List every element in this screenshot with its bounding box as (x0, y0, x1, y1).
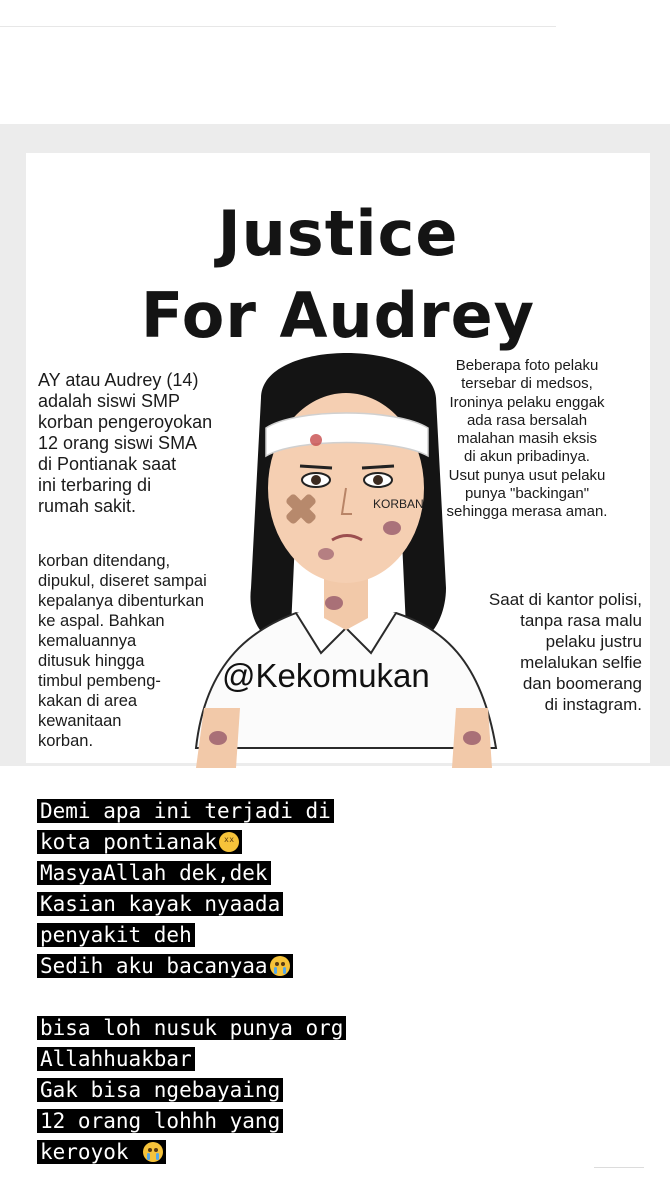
story-caption (37, 796, 346, 1168)
caption-line: keroyok (37, 1137, 346, 1168)
caption-line: penyakit deh (37, 920, 346, 951)
crying-face-emoji-icon (143, 1142, 163, 1162)
caption-line: Kasian kayak nyaada (37, 889, 346, 920)
caption-line: kota pontianakx x (37, 827, 346, 858)
girl-illustration (166, 328, 526, 768)
caption-line: Gak bisa ngebayaing (37, 1075, 346, 1106)
top-divider (0, 26, 556, 27)
caption-line: Demi apa ini terjadi di (37, 796, 346, 827)
caption-gap (37, 982, 346, 1013)
poster-title-line1: Justice (217, 197, 459, 270)
caption-line: Allahhuakbar (37, 1044, 346, 1075)
poster-right-text-top: Beberapa foto pelaku tersebar di medsos, Ironinya pelaku enggak ada rasa bersalah malahan masih eksis di akun pribadinya. Usut punya usut pelaku punya "backingan" sehingga merasa aman. (446, 357, 608, 521)
poster-right-text-bottom: Saat di kantor polisi, tanpa rasa malu pelaku justru melalukan selfie dan boomerang di instagram. (488, 590, 642, 714)
caption-line: MasyaAllah dek,dek (37, 858, 346, 889)
bottom-divider (594, 1167, 644, 1168)
crying-face-emoji-icon (270, 956, 290, 976)
caption-line: 12 orang lohhh yang (37, 1106, 346, 1137)
cheek-korban-label: KORBAN (373, 497, 424, 511)
poster-watermark: @Kekomukan (222, 657, 430, 694)
caption-line: bisa loh nusuk punya org (37, 1013, 346, 1044)
poster-left-text-bottom: korban ditendang, dipukul, diseret sampai kepalanya dibenturkan ke aspal. Bahkan kemaluannya ditusuk hingga timbul pembeng- kakan di area kewanitaan korban. (38, 552, 207, 750)
poster-image (0, 124, 670, 766)
poster-left-text-top: AY atau Audrey (14) adalah siswi SMP korban pengeroyokan 12 orang siswi SMA di Pontianak saat ini terbaring di rumah sakit. (38, 370, 213, 516)
poster-canvas (26, 153, 650, 763)
dizzy-face-emoji-icon (219, 832, 239, 852)
caption-line: Sedih aku bacanyaa (37, 951, 346, 982)
poster-title-line2: For Audrey (140, 279, 536, 352)
